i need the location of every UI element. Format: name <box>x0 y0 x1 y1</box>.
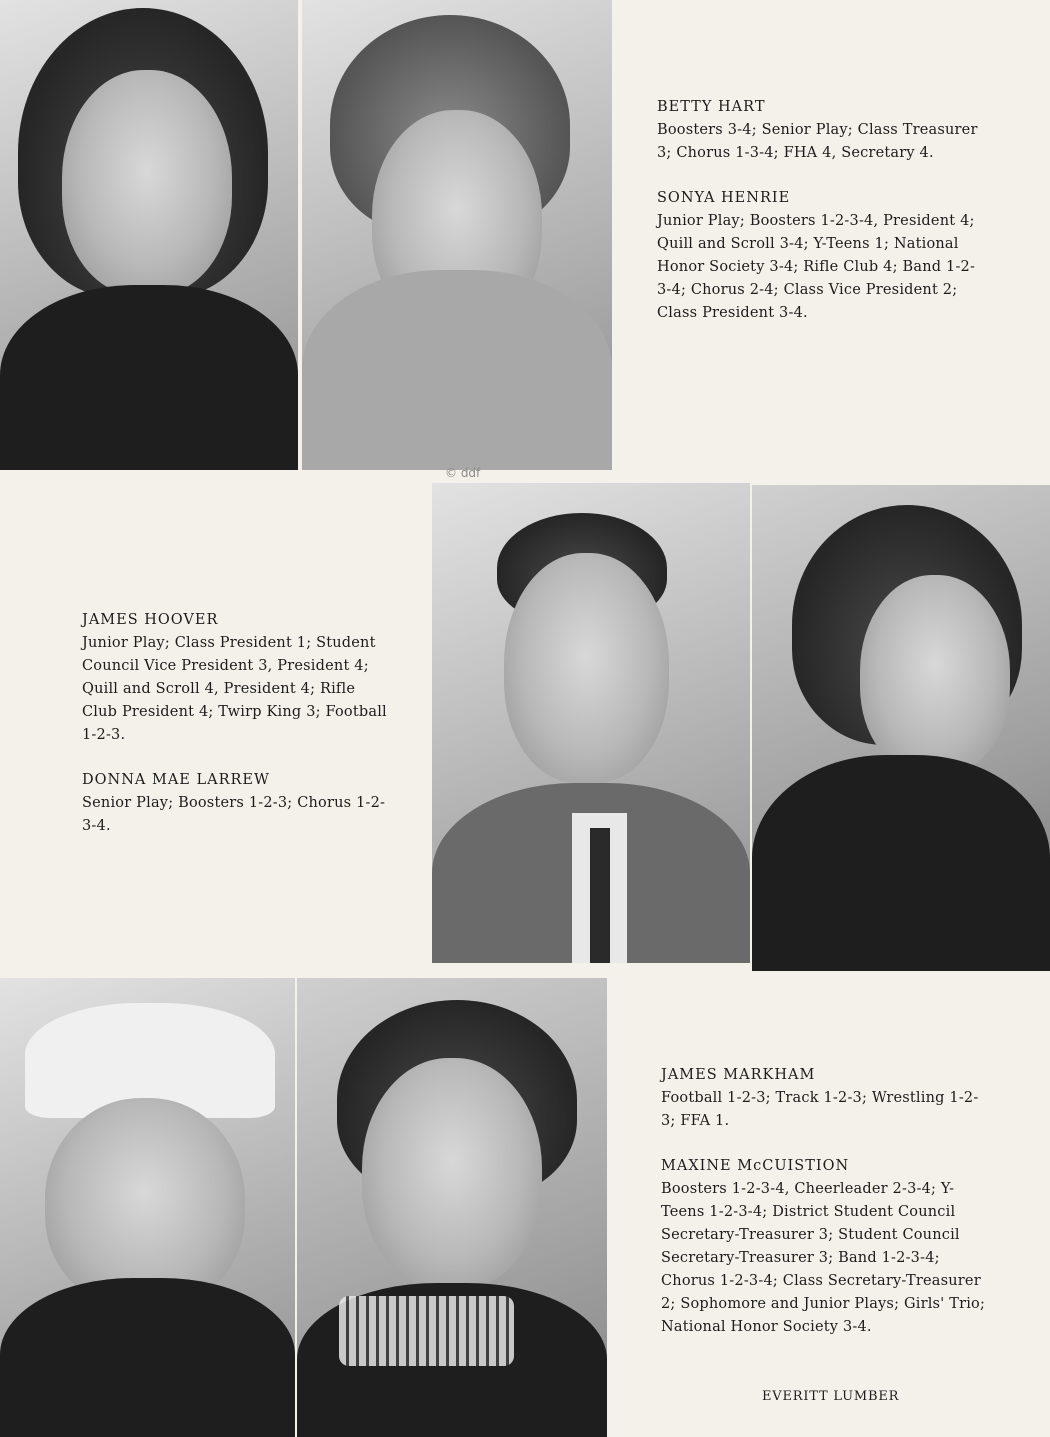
portrait-james-markham <box>0 978 295 1437</box>
student-name: MAXINE McCUISTION <box>661 1158 850 1174</box>
student-name: SONYA HENRIE <box>657 190 791 206</box>
portrait-maxine-mccuistion <box>297 978 607 1437</box>
student-name: DONNA MAE LARREW <box>82 772 270 788</box>
student-name: JAMES MARKHAM <box>661 1067 816 1083</box>
student-name: JAMES HOOVER <box>82 612 219 628</box>
patterned-collar <box>339 1296 514 1366</box>
bio-block-middle <box>82 609 392 838</box>
portrait-sonya-henrie <box>302 0 612 470</box>
student-activities: Boosters 1-2-3-4, Cheerleader 2-3-4; Y-Teens 1-2-3-4; District Student Council Secretary-Treasurer 3; Student Council Secretary-Treasurer 3; Band 1-2-3-4; Chorus 1-2-3-4; Class Secretary-Treasurer 2; Sophomore and Junior Plays; Girls' Trio; National Honor Society 3-4. <box>661 1181 986 1335</box>
student-activities: Junior Play; Boosters 1-2-3-4, President 4; Quill and Scroll 3-4; Y-Teens 1; National Honor Society 3-4; Rifle Club 4; Band 1-2-3-4; Chorus 2-4; Class Vice President 2; Class President 3-4. <box>657 213 976 321</box>
bio-block-top <box>657 96 987 325</box>
student-name: BETTY HART <box>657 99 766 115</box>
student-activities: Senior Play; Boosters 1-2-3; Chorus 1-2-3-4. <box>82 795 386 834</box>
portrait-james-hoover <box>432 483 750 963</box>
student-activities: Junior Play; Class President 1; Student Council Vice President 3, President 4; Quill and Scroll 4, President 4; Rifle Club President 4; Twirp King 3; Football 1-2-3. <box>82 635 387 743</box>
watermark: © ddf <box>445 466 481 480</box>
student-activities: Boosters 3-4; Senior Play; Class Treasurer 3; Chorus 1-3-4; FHA 4, Secretary 4. <box>657 122 978 161</box>
student-activities: Football 1-2-3; Track 1-2-3; Wrestling 1-2-3; FFA 1. <box>661 1090 979 1129</box>
bio-block-bottom <box>661 1064 991 1339</box>
portrait-donna-mae-larrew <box>752 485 1050 971</box>
portrait-betty-hart <box>0 0 298 470</box>
sponsor-footer: EVERITT LUMBER <box>762 1389 900 1404</box>
